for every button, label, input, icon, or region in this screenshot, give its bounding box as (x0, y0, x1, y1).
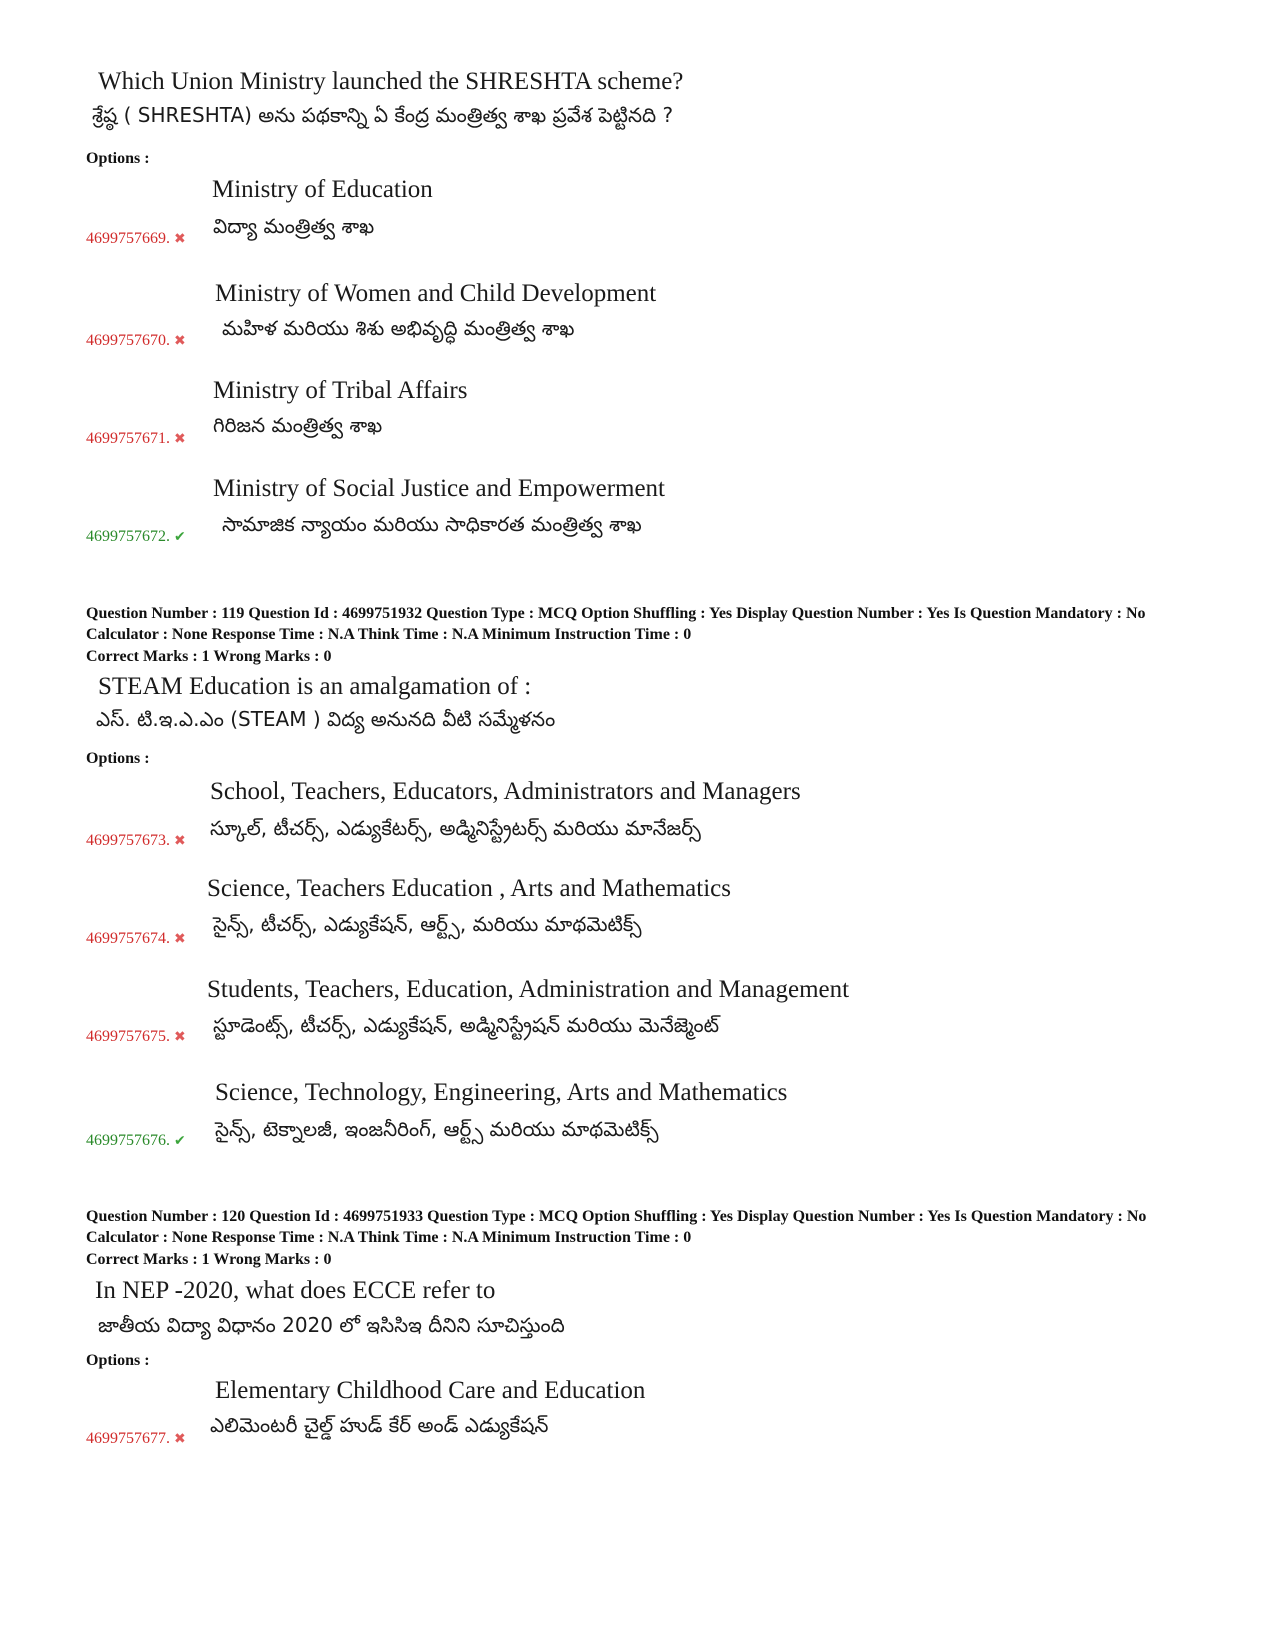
cross-icon: ✖ (174, 931, 186, 947)
cross-icon: ✖ (174, 1431, 186, 1447)
option-text-en: Ministry of Tribal Affairs (213, 377, 468, 404)
cross-icon: ✖ (174, 1029, 186, 1045)
cross-icon: ✖ (174, 333, 186, 349)
option-id: 4699757675. ✖ (86, 1028, 186, 1045)
question-120-text-te: జాతీయ విద్యా విధానం 2020 లో ఇసిసిఇ దీనిని సూచిస్తుంది (98, 1313, 565, 1337)
option-id: 4699757671. ✖ (86, 430, 186, 447)
option-id: 4699757670. ✖ (86, 332, 186, 349)
question-118-text-te: శ్రేష్ఠ ( SHRESHTA) అను పథకాన్ని ఏ కేంద్ర మంత్రిత్వ శాఖ ప్రవేశ పెట్టినది ? (92, 103, 674, 127)
question-119-meta: Question Number : 119 Question Id : 4699751932 Question Type : MCQ Option Shuffling : Yes Display Question Number : Yes Is Question Mandatory : No Calculator : None Response Time : N.A Think Time : N.A Minimum Instruction Time : 0 (86, 605, 1146, 643)
options-label: Options : (86, 150, 150, 167)
cross-icon: ✖ (174, 431, 186, 447)
option-id: 4699757676. ✔ (86, 1132, 186, 1149)
option-text-te: సామాజిక న్యాయం మరియు సాధికారత మంత్రిత్వ శాఖ (222, 512, 642, 536)
question-118-text-en: Which Union Ministry launched the SHRESHTA scheme? (98, 68, 684, 95)
option-text-te: స్కూల్, టీచర్స్, ఎడ్యుకేటర్స్, అడ్మినిస్ట్రేటర్స్ మరియు మానేజర్స్ (210, 816, 701, 840)
option-text-te: విద్యా మంత్రిత్వ శాఖ (213, 214, 375, 238)
option-text-en: Students, Teachers, Education, Administration and Management (207, 976, 850, 1003)
option-text-te: సైన్స్, టెక్నాలజీ, ఇంజనీరింగ్, ఆర్ట్స్ మరియు మాథమెటిక్స్ (215, 1117, 659, 1141)
check-icon: ✔ (174, 1133, 186, 1149)
option-text-te: సైన్స్, టీచర్స్, ఎడ్యుకేషన్, ఆర్ట్స్, మరియు మాథమెటిక్స్ (213, 912, 642, 936)
question-119-text-te: ఎస్. టి.ఇ.ఎ.ఎం (STEAM ) విద్య అనునది వీటి సమ్మేళనం (96, 707, 556, 731)
cross-icon: ✖ (174, 833, 186, 849)
question-120-text-en: In NEP -2020, what does ECCE refer to (95, 1277, 496, 1304)
option-text-en: Science, Technology, Engineering, Arts and Mathematics (215, 1079, 788, 1106)
option-id: 4699757677. ✖ (86, 1430, 186, 1447)
options-label: Options : (86, 750, 150, 767)
option-text-en: Elementary Childhood Care and Education (215, 1377, 646, 1404)
question-119-text-en: STEAM Education is an amalgamation of : (98, 673, 532, 700)
option-text-te: మహిళ మరియు శిశు అభివృద్ధి మంత్రిత్వ శాఖ (222, 316, 575, 340)
cross-icon: ✖ (174, 231, 186, 247)
option-id: 4699757669. ✖ (86, 230, 186, 247)
option-text-te: గిరిజన మంత్రిత్వ శాఖ (213, 413, 383, 437)
option-text-te: స్టూడెంట్స్, టీచర్స్, ఎడ్యుకేషన్, అడ్మినిస్ట్రేషన్ మరియు మెనేజ్మెంట్ (213, 1013, 720, 1037)
check-icon: ✔ (174, 529, 186, 545)
question-120-meta: Question Number : 120 Question Id : 4699751933 Question Type : MCQ Option Shuffling : Yes Display Question Number : Yes Is Question Mandatory : No Calculator : None Response Time : N.A Think Time : N.A Minimum Instruction Time : 0 (86, 1208, 1147, 1246)
option-text-te: ఎలిమెంటరీ చైల్డ్ హుడ్ కేర్ అండ్ ఎడ్యుకేషన్ (210, 1413, 549, 1437)
question-120-marks: Correct Marks : 1 Wrong Marks : 0 (86, 1251, 332, 1268)
options-label: Options : (86, 1352, 150, 1369)
option-text-en: Science, Teachers Education , Arts and Mathematics (207, 875, 731, 902)
option-text-en: Ministry of Education (212, 176, 433, 203)
option-id: 4699757673. ✖ (86, 832, 186, 849)
question-119-marks: Correct Marks : 1 Wrong Marks : 0 (86, 648, 332, 665)
option-id: 4699757672. ✔ (86, 528, 186, 545)
option-id: 4699757674. ✖ (86, 930, 186, 947)
option-text-en: School, Teachers, Educators, Administrators and Managers (210, 778, 801, 805)
option-text-en: Ministry of Social Justice and Empowerment (213, 475, 666, 502)
option-text-en: Ministry of Women and Child Development (215, 280, 657, 307)
